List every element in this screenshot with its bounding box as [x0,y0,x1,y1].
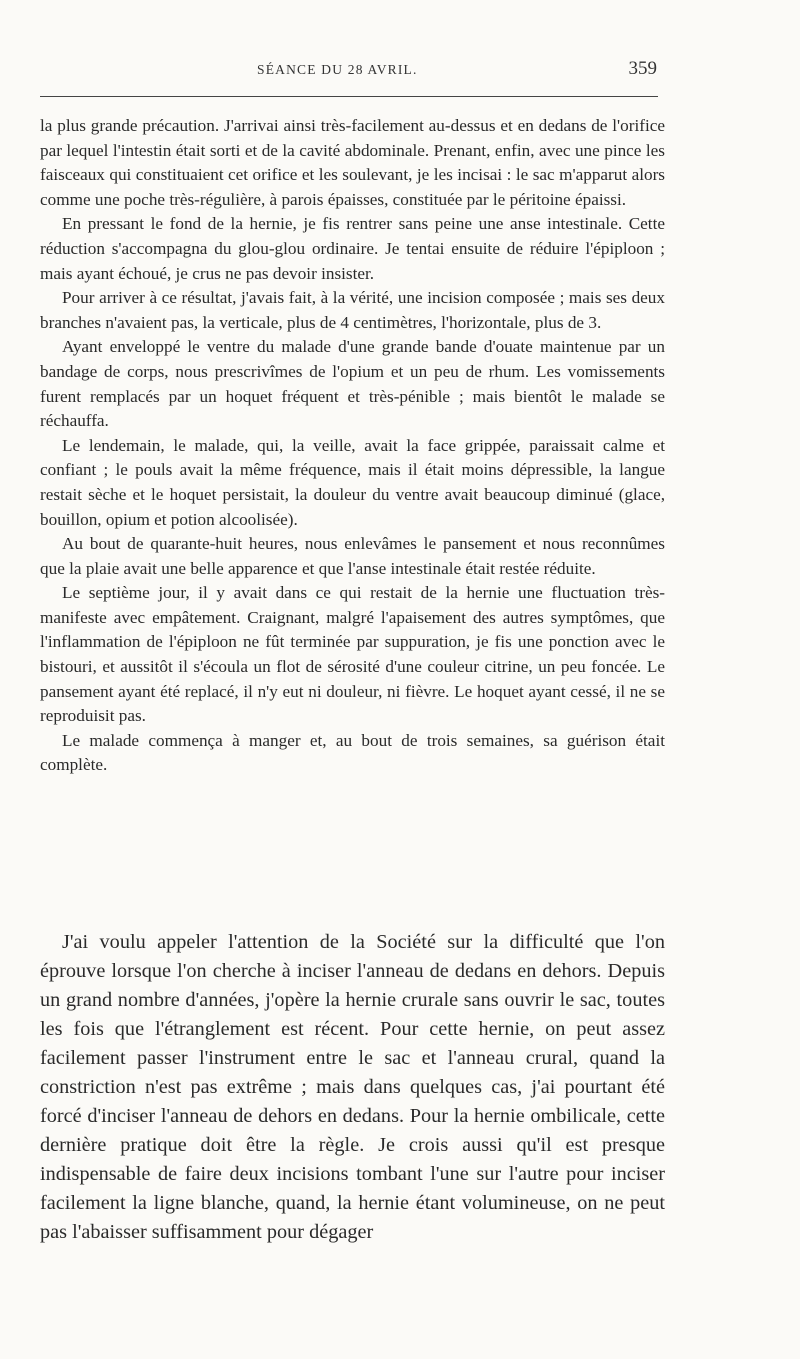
paragraph: J'ai voulu appeler l'attention de la Société sur la difficulté que l'on éprouve lorsque l'on cherche à inciser l'anneau de dedans en dehors. Depuis un grand nombre d'années, j'opère la hernie crurale sans ouvrir le sac, toutes les fois que l'étranglement est récent. Pour cette hernie, on peut assez facilement passer l'instrument entre le sac et l'anneau crural, quand la constriction n'est pas extrême ; mais dans quelques cas, j'ai pourtant été forcé d'inciser l'anneau de dehors en dedans. Pour la hernie ombilicale, cette dernière pratique doit être la règle. Je crois aussi qu'il est presque indispensable de faire deux incisions tombant l'une sur l'autre pour inciser facilement la ligne blanche, quand, la hernie étant volumineuse, on ne peut pas l'abaisser suffisamment pour dégager [40,931,665,1243]
paragraph: Le lendemain, le malade, qui, la veille, avait la face grippée, paraissait calme et confiant ; le pouls avait la même fréquence, mais il était moins dépressible, la langue restait sèche et le hoquet persistait, la douleur du ventre avait beaucoup diminué (glace, bouillon, opium et potion alcoolisée). [40,435,665,529]
case-report-text [40,114,665,778]
page-header [42,58,657,88]
paragraph: Le malade commença à manger et, au bout de trois semaines, sa guérison était complète. [40,730,665,775]
commentary-text [40,928,665,1247]
paragraph: la plus grande précaution. J'arrivai ainsi très-facilement au-dessus et en dedans de l'orifice par lequel l'intestin était sorti et de la cavité abdominale. Prenant, enfin, avec une pince les faisceaux qui constituaient cet orifice et les soulevant, je les incisai : le sac m'apparut alors comme une poche très-régulière, à parois épaisses, constituée par le péritoine épaissi. [40,116,665,209]
paragraph: Ayant enveloppé le ventre du malade d'une grande bande d'ouate maintenue par un bandage de corps, nous prescrivîmes de l'opium et un peu de rhum. Les vomissements furent remplacés par un hoquet fréquent et très-pénible ; mais bientôt le malade se réchauffa. [40,337,665,431]
paragraph: Le septième jour, il y avait dans ce qui restait de la hernie une fluctuation très-manifeste avec empâtement. Craignant, malgré l'apaisement des autres symptômes, que l'inflammation de l'épiploon ne fût terminée par suppuration, je fis une ponction avec le bistouri, et aussitôt il s'écoula un flot de sérosité d'une couleur citrine, un peu foncée. Le pansement ayant été replacé, il n'y eut ni douleur, ni fièvre. Le hoquet ayant cessé, il ne se reproduisit pas. [40,583,665,726]
running-head: SÉANCE DU 28 AVRIL. [257,62,418,77]
header-rule [40,96,658,97]
paragraph: En pressant le fond de la hernie, je fis rentrer sans peine une anse intestinale. Cette réduction s'accompagna du glou-glou ordinaire. Je tentai ensuite de réduire l'épiploon ; mais ayant échoué, je crus ne pas devoir insister. [40,214,665,283]
paragraph: Au bout de quarante-huit heures, nous enlevâmes le pansement et nous reconnûmes que la plaie avait une belle apparence et que l'anse intestinale était restée réduite. [40,534,665,578]
paragraph: Pour arriver à ce résultat, j'avais fait, à la vérité, une incision composée ; mais ses deux branches n'avaient pas, la verticale, plus de 4 centimètres, l'horizontale, plus de 3. [40,288,665,332]
page-number: 359 [628,58,657,79]
